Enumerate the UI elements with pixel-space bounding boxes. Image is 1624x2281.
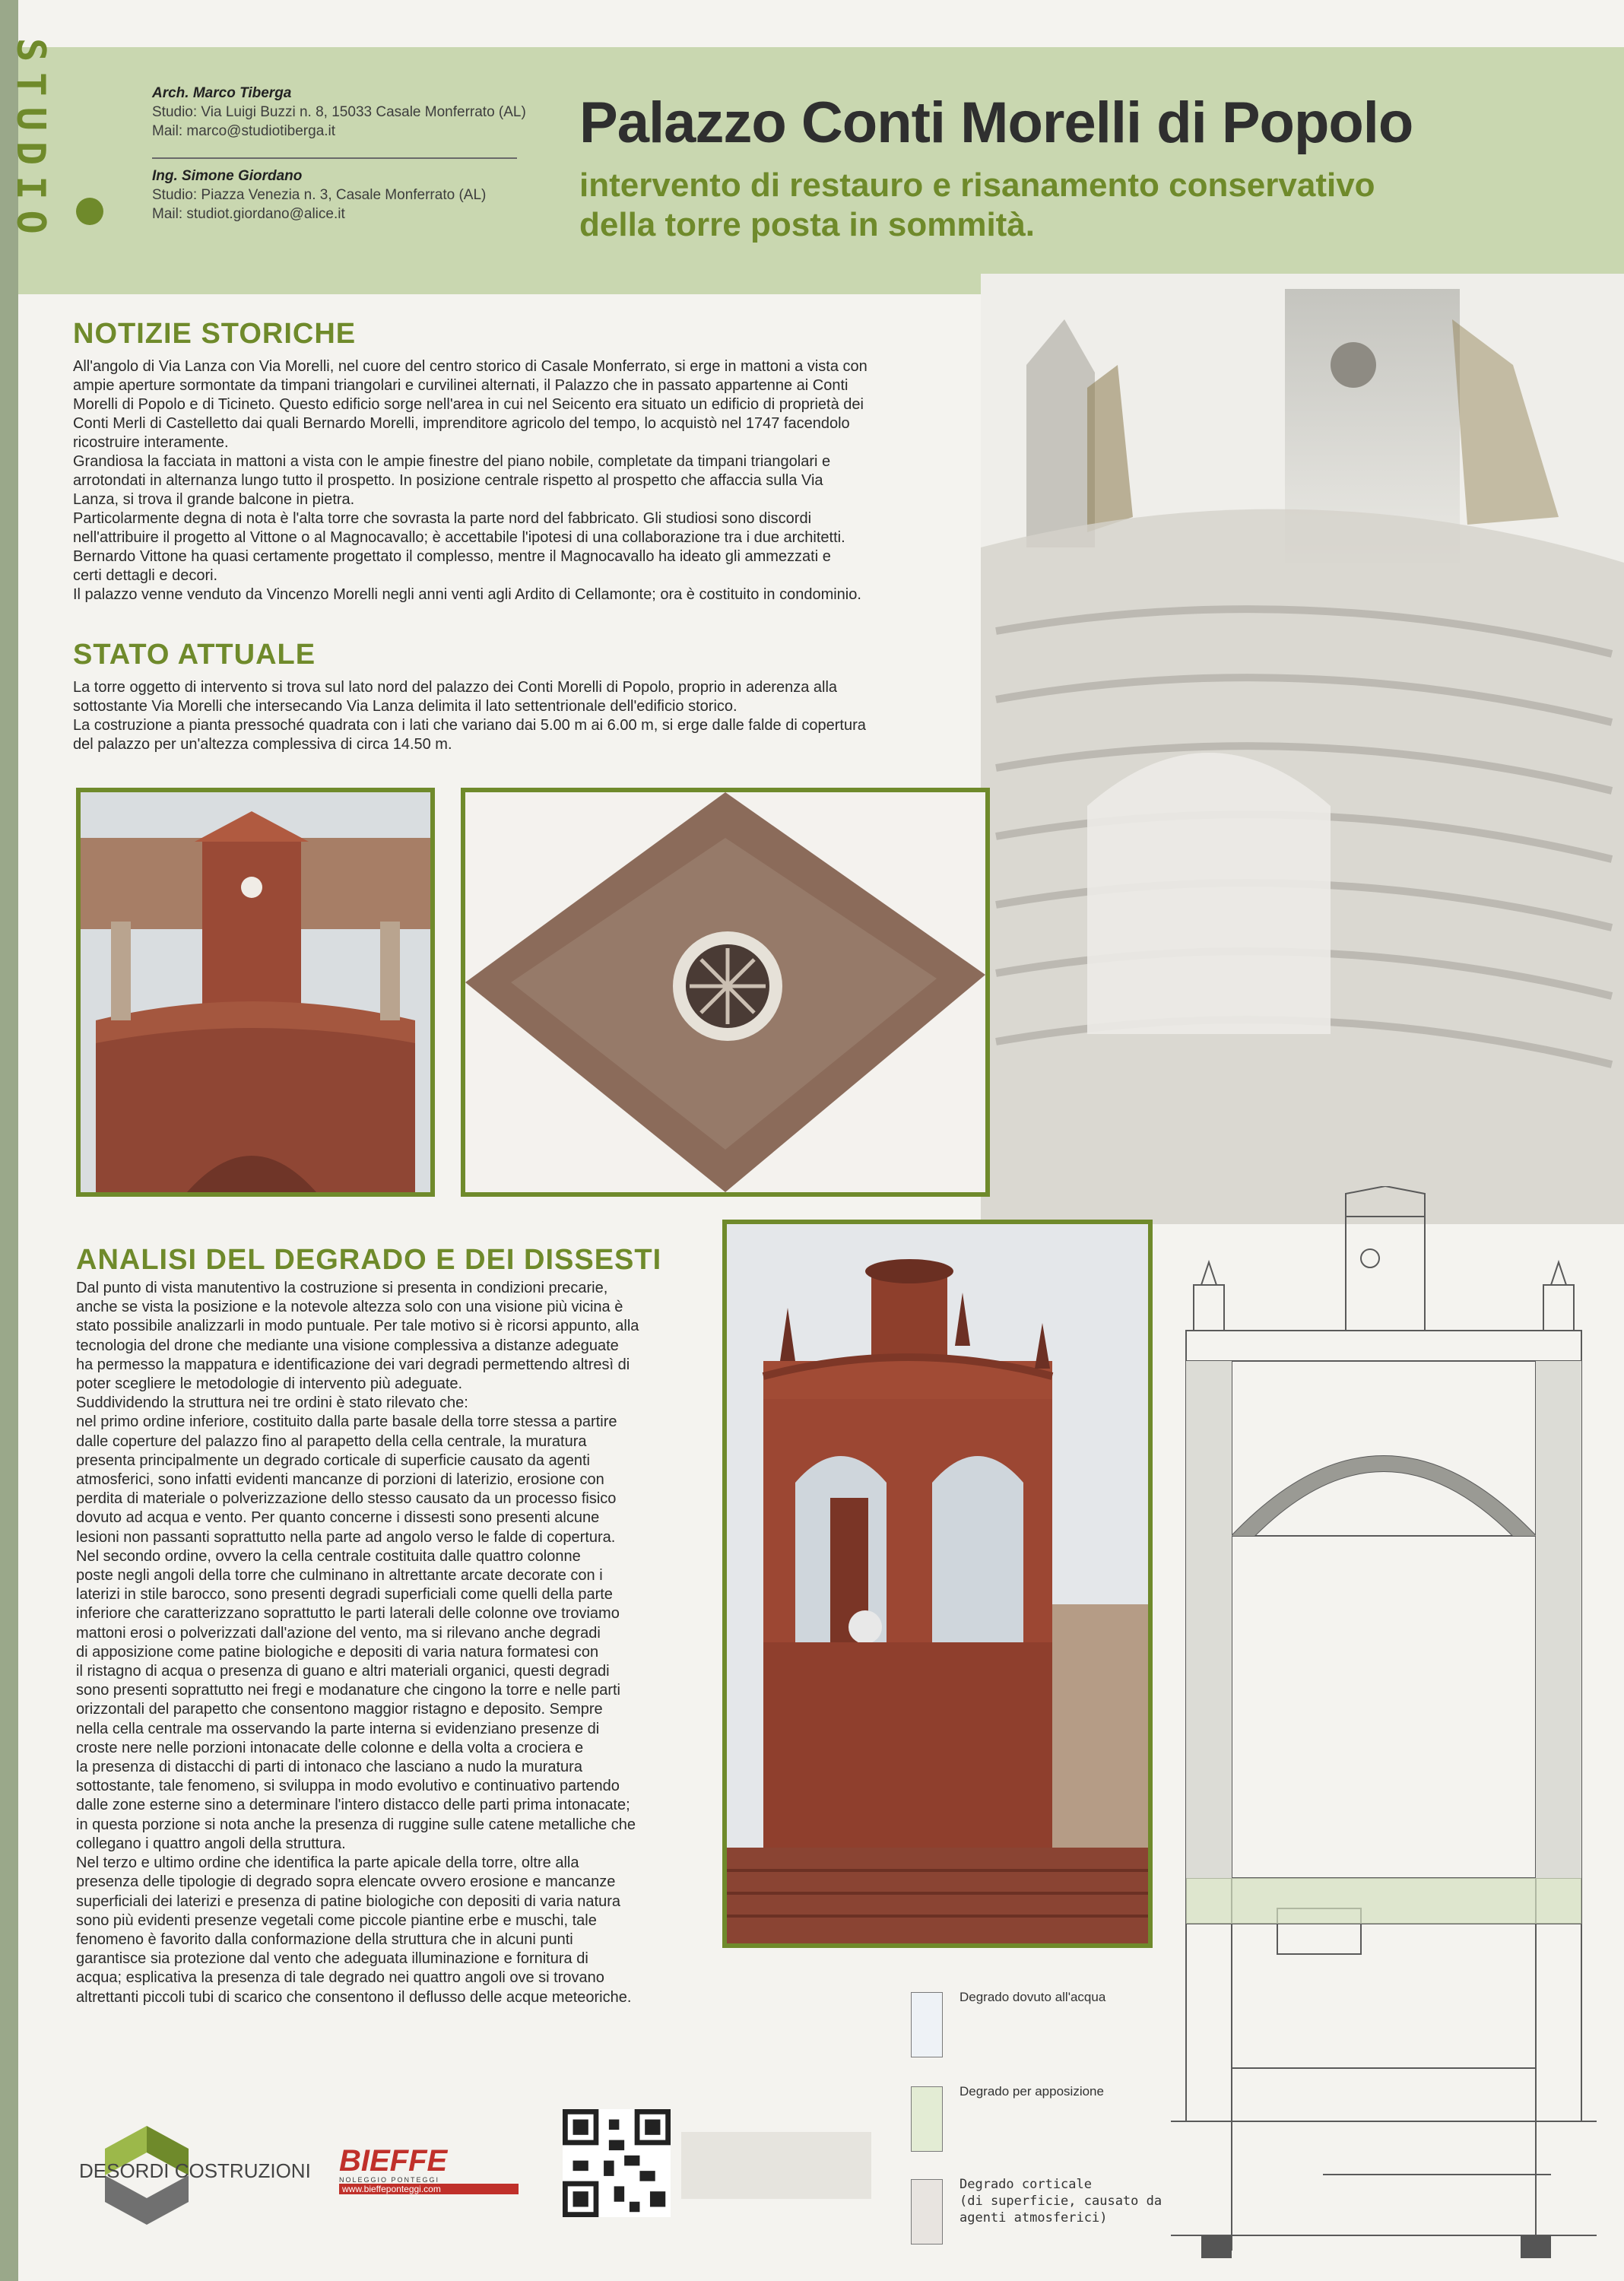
section-title-analisi: ANALISI DEL DEGRADO E DEI DISSESTI xyxy=(76,1244,662,1276)
tower-aerial-image xyxy=(81,792,430,1192)
analisi-line: atmosferici, sono infatti evidenti mancanze di porzioni di laterizio, erosione con xyxy=(76,1471,604,1489)
tower-belfry-image xyxy=(727,1224,1148,1943)
legend-label-cortical xyxy=(959,2176,1162,2226)
analisi-line: orizzontali del parapetto che consentono maggior ristagno e deposito. Sempre xyxy=(76,1701,603,1718)
analisi-line: sono più evidenti presenze vegetali come piccole piantine erbe e muschi, tale xyxy=(76,1911,597,1929)
analisi-line: presenta principalmente un degrado corticale di superficie causato da agenti xyxy=(76,1451,590,1469)
stato-line: La torre oggetto di intervento si trova sul lato nord del palazzo dei Conti Morelli di Popolo, proprio in aderenza alla xyxy=(73,679,838,696)
analisi-line: nella cella centrale ma osservando la parte interna si evidenziano presenze di xyxy=(76,1720,600,1737)
credit-engineer xyxy=(152,167,532,228)
credits-divider xyxy=(152,157,517,159)
analisi-line: perdita di materiale o polverizzazione dello stesso causato da un processo fisico xyxy=(76,1490,617,1508)
analisi-line: acqua; esplicativa la presenza di tale degrado nei quattro angoli ove si trovano xyxy=(76,1969,604,1987)
blank-sponsor-slot xyxy=(681,2132,871,2199)
credits xyxy=(152,84,532,240)
legend-label-water: Degrado dovuto all'acqua xyxy=(959,1990,1106,2004)
desordi-logo-text xyxy=(79,2159,311,2183)
desordi-name: DESORDI xyxy=(79,2159,170,2182)
section-title-notizie: NOTIZIE STORICHE xyxy=(73,318,357,350)
analisi-line: la presenza di distacchi di parti di intonaco che lasciano a nudo la muratura xyxy=(76,1759,582,1776)
legend-cortical-line-1: Degrado corticale xyxy=(959,2177,1092,2192)
analisi-line: laterizi in stile barocco, sono presenti degradi superficiali come quelli della parte xyxy=(76,1586,613,1604)
notizie-line: ampie aperture sormontate da timpani triangolari e curvilinei alternati, il Palazzo che in passato appartenne ai Conti xyxy=(73,377,848,394)
tower-ghost-illustration xyxy=(981,274,1624,1224)
notizie-line: Lanza, si trova il grande balcone in pietra. xyxy=(73,491,355,508)
notizie-body xyxy=(73,357,993,604)
stato-body xyxy=(73,678,993,754)
page-title: Palazzo Conti Morelli di Popolo xyxy=(579,90,1413,155)
notizie-line: Particolarmente degna di nota è l'alta torre che sovrasta la parte nord del fabbricato. Gli studiosi sono discordi xyxy=(73,510,812,527)
bieffe-logo xyxy=(339,2146,519,2194)
analisi-line: sottostante, tale fenomeno, si sviluppa in modo evolutivo e continuativo partendo xyxy=(76,1778,620,1795)
analisi-line: Dal punto di vista manutentivo la costruzione si presenta in condizioni precarie, xyxy=(76,1280,608,1296)
analisi-line: Nel terzo e ultimo ordine che identifica la parte apicale della torre, oltre alla xyxy=(76,1854,579,1872)
photo-tower-belfry xyxy=(722,1220,1153,1948)
analisi-line: nel primo ordine inferiore, costituito dalla parte basale della torre stessa a partire xyxy=(76,1413,617,1431)
analisi-line: dalle zone esterne sino a determinare l'intero distacco delle parti prima intonacate; xyxy=(76,1797,630,1814)
legend-label-apposition: Degrado per apposizione xyxy=(959,2084,1104,2099)
stato-line: del palazzo per un'altezza complessiva di circa 14.50 m. xyxy=(73,736,452,753)
analisi-line: fenomeno è favorito dalla conformazione della struttura che in alcuni punti xyxy=(76,1930,573,1948)
engineer-studio: Studio: Piazza Venezia n. 3, Casale Monferrato (AL) xyxy=(152,187,487,203)
photo-vault-ceiling xyxy=(461,788,990,1197)
photo-tower-aerial xyxy=(76,788,435,1197)
notizie-line: Conti Merli di Castelletto dai quali Bernardo Morelli, imprenditore agricolo del tempo, lo acquistò nel 1747 facendolo xyxy=(73,415,850,432)
tower-section-drawing xyxy=(1171,1186,1597,2258)
analisi-body xyxy=(76,1279,715,2007)
page-subtitle xyxy=(579,166,1568,245)
analisi-line: mattoni erosi o polverizzati dall'azione del vento, ma si rilevano anche degradi xyxy=(76,1624,601,1642)
analisi-line: inferiore che caratterizzano soprattutto le parti laterali delle colonne ove troviamo xyxy=(76,1605,620,1623)
architect-name: Arch. Marco Tiberga xyxy=(152,85,292,101)
analisi-line: stato possibile analizzarli in modo puntuale. Per tale motivo si è ricorsi appunto, alla xyxy=(76,1318,639,1335)
analisi-line: Suddividendo la struttura nei tre ordini è stato rilevato che: xyxy=(76,1394,468,1412)
studio-logo-dot xyxy=(76,198,103,225)
engineer-mail: Mail: studiot.giordano@alice.it xyxy=(152,206,345,222)
bieffe-subtitle: NOLEGGIO PONTEGGI xyxy=(339,2176,440,2184)
credit-architect xyxy=(152,84,532,145)
legend-swatch-water xyxy=(911,1992,943,2057)
architect-studio: Studio: Via Luigi Buzzi n. 8, 15033 Casale Monferrato (AL) xyxy=(152,104,526,120)
analisi-line: il ristagno di acqua o presenza di guano e altri materiali organici, questi degradi xyxy=(76,1663,610,1680)
notizie-line: arrotondati in alternanza lungo tutto il prospetto. In posizione centrale rispetto al prospetto che affaccia sulla Via xyxy=(73,472,823,489)
studio-logo-letters: STUDIO xyxy=(8,38,53,245)
notizie-line: Grandiosa la facciata in mattoni a vista con le ampie finestre del piano nobile, completate da timpani triangolari e xyxy=(73,453,831,470)
studio-logo xyxy=(6,38,65,266)
notizie-line: Morelli di Popolo e di Ticineto. Questo edificio sorge nell'area in cui nel Seicento era situato un edificio di proprietà dei xyxy=(73,396,864,413)
notizie-line: ricostruire interamente. xyxy=(73,434,229,451)
analisi-line: dovuto ad acqua e vento. Per quanto concerne i dissesti sono presenti alcune xyxy=(76,1509,600,1527)
analisi-line: superficiali dei laterizi e presenza di patine biologiche con depositi di varia natura xyxy=(76,1892,620,1910)
analisi-line: lesioni non passanti soprattutto nella parte ad angolo verso le falde di copertura. xyxy=(76,1528,616,1546)
analisi-line: in questa porzione si nota anche la presenza di ruggine sulle catene metalliche che xyxy=(76,1816,636,1833)
analisi-line: di apposizione come patine biologiche e depositi di varia natura formatesi con xyxy=(76,1643,599,1661)
analisi-line: sono presenti soprattutto nei fregi e modanature che cingono la torre e nelle parti xyxy=(76,1682,620,1699)
subtitle-line-1: intervento di restauro e risanamento conservativo xyxy=(579,167,1375,204)
legend-swatch-apposition xyxy=(911,2086,943,2152)
subtitle-line-2: della torre posta in sommità. xyxy=(579,206,1036,243)
legend-cortical-line-3: agenti atmosferici) xyxy=(959,2210,1108,2225)
bieffe-name: BIEFFE xyxy=(339,2144,448,2178)
legend-swatch-cortical xyxy=(911,2179,943,2245)
section-title-stato: STATO ATTUALE xyxy=(73,639,316,671)
vault-image xyxy=(465,792,985,1192)
stato-line: La costruzione a pianta pressoché quadrata con i lati che variano dai 5.00 m ai 6.00 m, si erge dalle falde di copertura xyxy=(73,717,866,734)
qr-code-icon[interactable] xyxy=(563,2109,671,2217)
analisi-line: altrettanti piccoli tubi di scarico che consentono il deflusso delle acque meteoriche. xyxy=(76,1988,632,2006)
analisi-line: poste negli angoli della torre che culminano in altrettante arcate decorate con i xyxy=(76,1567,603,1585)
analisi-line: garantisce sia protezione dal vento che adeguata illuminazione e fornitura di xyxy=(76,1950,588,1968)
analisi-line: croste nere nelle porzioni intonacate delle colonne e della volta a crociera e xyxy=(76,1739,584,1756)
analisi-line: collegano i quattro angoli della struttura. xyxy=(76,1835,346,1852)
notizie-line: All'angolo di Via Lanza con Via Morelli, nel cuore del centro storico di Casale Monferrato, si erge in mattoni a vista con xyxy=(73,358,868,375)
left-border-strip xyxy=(0,0,18,2281)
bieffe-url: www.bieffeponteggi.com xyxy=(339,2184,519,2194)
analisi-line: poter scegliere le metodologie di intervento più adeguate. xyxy=(76,1375,463,1393)
analisi-line: ha permesso la mappatura e identificazione dei vari degradi permettendo altresì di xyxy=(76,1356,630,1373)
analisi-line: tecnologia del drone che mediante una visione complessiva a distanze adeguate xyxy=(76,1337,619,1354)
analisi-line: dalle coperture del palazzo fino al parapetto della cella centrale, la muratura xyxy=(76,1432,587,1450)
notizie-line: nell'attribuire il progetto al Vittone o al Magnocavallo; è accettabile l'ipotesi di una collaborazione tra i due architetti. xyxy=(73,529,845,546)
notizie-line: certi dettagli e decori. xyxy=(73,567,218,584)
notizie-line: Bernardo Vittone ha quasi certamente progettato il complesso, mentre il Magnocavallo ha ideato gli ammezzati e xyxy=(73,548,831,565)
analisi-line: presenza delle tipologie di degrado sopra elencate ovvero erosione e mancanze xyxy=(76,1873,616,1891)
legend-cortical-line-2: (di superficie, causato da xyxy=(959,2194,1162,2209)
engineer-name: Ing. Simone Giordano xyxy=(152,168,303,184)
notizie-line: Il palazzo venne venduto da Vincenzo Morelli negli anni venti agli Ardito di Cellamonte; ora è costituito in condominio. xyxy=(73,586,861,603)
desordi-costruzioni: COSTRUZIONI xyxy=(169,2159,311,2182)
architect-mail: Mail: marco@studiotiberga.it xyxy=(152,123,336,139)
stato-line: sottostante Via Morelli che intersecando Via Lanza delimita il lato settentrionale dell'edificio storico. xyxy=(73,698,737,715)
analisi-line: Nel secondo ordine, ovvero la cella centrale costituita dalle quattro colonne xyxy=(76,1547,581,1565)
analisi-line: anche se vista la posizione e la notevole altezza solo con una visione più vicina è xyxy=(76,1299,623,1316)
